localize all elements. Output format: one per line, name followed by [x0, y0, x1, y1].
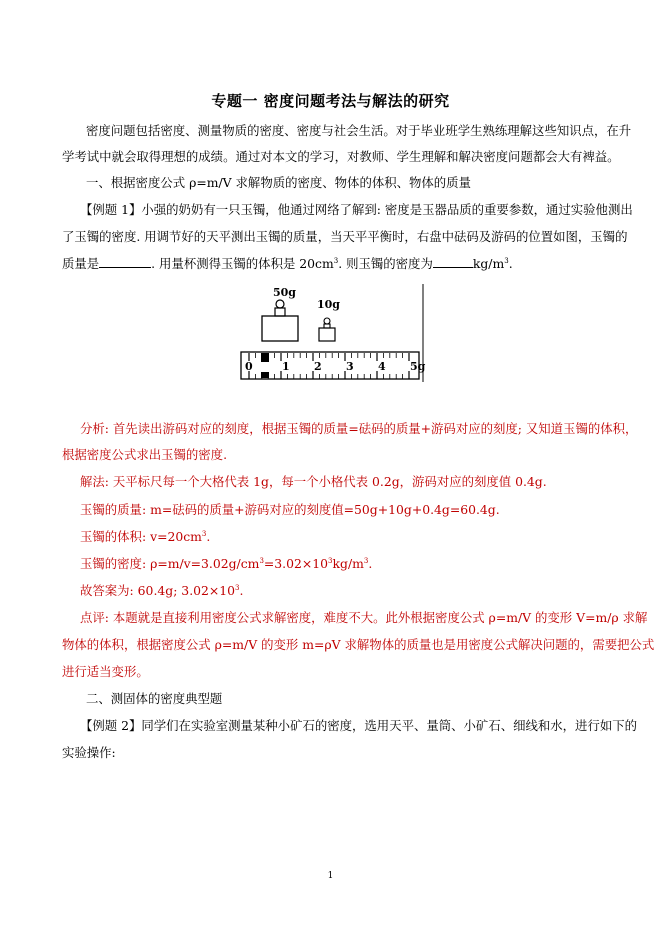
page-number: 1: [327, 871, 334, 881]
scale-label: 2: [314, 360, 322, 373]
weight-50g-label: 50g: [273, 286, 296, 299]
balance-figure: [237, 284, 427, 382]
superscript: 3: [201, 530, 207, 538]
density-text: 玉镯的密度: ρ=m/v=3.02g/cm: [80, 556, 260, 571]
period: .: [368, 556, 373, 571]
superscript: 3: [328, 557, 333, 565]
answer-blank-mass: [99, 255, 151, 268]
scale-label: 5g: [410, 360, 426, 373]
weight-50g-body: [262, 316, 298, 341]
scale-label: 4: [378, 360, 386, 373]
comment-line-1: 点评: 本题就是直接利用密度公式求解密度，难度不大。此外根据密度公式 ρ=m/V 的变形 V=m/ρ 求解: [80, 610, 648, 625]
example1-mass-prompt: 质量是: [62, 256, 100, 271]
solution-density: [62, 555, 602, 573]
density-text-2: =3.02×10: [263, 556, 329, 571]
superscript: 3: [363, 557, 369, 565]
example1-unit: kg/m: [472, 256, 505, 271]
weight-10g-label: 10g: [317, 298, 340, 311]
rider-bottom: [261, 372, 269, 378]
analysis-line-2: 根据密度公式求出玉镯的密度.: [62, 447, 228, 462]
weight-10g-neck: [324, 324, 330, 328]
density-unit: kg/m: [332, 556, 364, 571]
superscript: 3: [504, 257, 509, 265]
rider-top: [261, 353, 269, 362]
example1-line-1: 【例题 1】小强的奶奶有一只玉镯，他通过网络了解到: 密度是玉器品质的重要参数，通过实验他测出: [80, 202, 633, 217]
intro-line-2: 学考试中就会取得理想的成绩。通过对本文的学习，对教师、学生理解和解决密度问题都会大有裨益。: [62, 149, 620, 164]
solution-mass: 玉镯的质量: m=砝码的质量+游码对应的刻度值=50g+10g+0.4g=60.4g.: [80, 502, 500, 517]
example1-line-3: [62, 255, 602, 273]
example1-line-2: 了玉镯的密度. 用调节好的天平测出玉镯的质量，当天平平衡时，右盘中砝码及游码的位置如图，玉镯的: [62, 229, 628, 244]
comment-line-3: 进行适当变形。: [62, 664, 149, 679]
scale-label: 3: [346, 360, 354, 373]
superscript: 3: [235, 584, 240, 592]
comment-line-2: 物体的体积，根据密度公式 ρ=m/V 的变形 m=ρV 求解物体的质量也是用密度公式解决问题的，需要把公式: [62, 637, 655, 652]
scale-label: 1: [282, 360, 290, 373]
volume-text: 玉镯的体积: v=20cm: [80, 529, 202, 544]
analysis-line-1: 分析: 首先读出游码对应的刻度，根据玉镯的质量=砝码的质量+游码对应的刻度; 又知道玉镯的体积，: [80, 421, 638, 436]
weight-10g-knob: [324, 318, 330, 324]
solution-answer: [62, 582, 602, 600]
superscript: 3: [333, 257, 339, 265]
answer-text: 故答案为: 60.4g; 3.02×10: [80, 583, 236, 598]
scale-label: 0: [245, 360, 253, 373]
period: .: [206, 529, 211, 544]
example2-line-2: 实验操作:: [62, 745, 116, 760]
intro-line-1: 密度问题包括密度、测量物质的密度、密度与社会生活。对于毕业班学生熟练理解这些知识点，在升: [86, 123, 632, 138]
section-heading-2: 二、测固体的密度典型题: [86, 691, 223, 706]
weight-10g-body: [319, 328, 335, 341]
document-title: 专题一 密度问题考法与解法的研究: [211, 92, 450, 110]
weight-50g-knob: [276, 300, 284, 308]
superscript: 3: [259, 557, 264, 565]
solution-volume: [62, 528, 602, 546]
balance-diagram: [237, 284, 427, 382]
scale-labels: [245, 360, 426, 373]
period: .: [239, 583, 244, 598]
period: .: [508, 256, 513, 271]
example1-volume-text: . 用量杯测得玉镯的体积是 20cm: [151, 256, 334, 271]
example2-line-1: 【例题 2】同学们在实验室测量某种小矿石的密度，选用天平、量筒、小矿石、细线和水，进行如下的: [80, 718, 638, 733]
solution-line-1: 解法: 天平标尺每一个大格代表 1g，每一个小格代表 0.2g，游码对应的刻度值 0.4g.: [80, 474, 547, 489]
answer-blank-density: [433, 255, 473, 268]
example1-density-prompt: . 则玉镯的密度为: [338, 256, 433, 271]
section-heading-1: 一、根据密度公式 ρ=m/V 求解物质的密度、物体的体积、物体的质量: [86, 175, 471, 190]
weight-50g-neck: [275, 308, 285, 316]
